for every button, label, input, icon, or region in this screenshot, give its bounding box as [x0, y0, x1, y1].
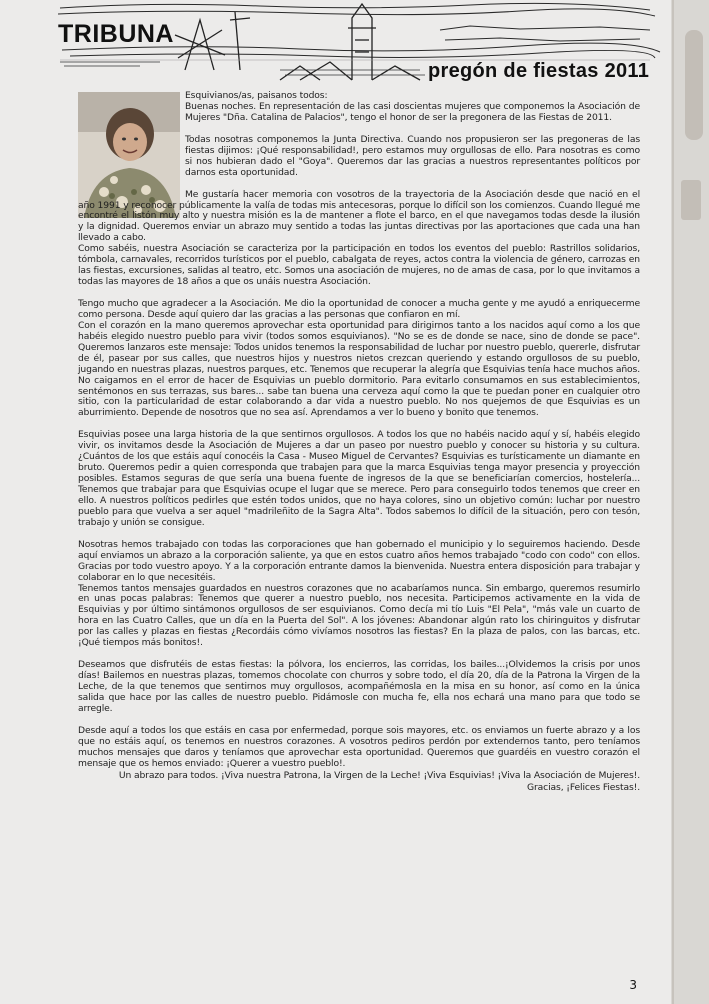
paragraph-corporaciones: Nosotras hemos trabajado con todas las corporaciones que han gobernado el municipio y lo seguiremos haciendo. Desde aquí enviamos un abrazo a la corporación saliente, ya que en estos cuatro años hemos trabajado "codo con codo" con ellos. Gracias por todo vuestro apoyo. Y a la corporación entrante damos la bienvenida. Nuestra entera disposición para trabajar y colaborar en lo que necesitéis.	[78, 538, 640, 583]
paragraph-mensajes: Tenemos tantos mensajes guardados en nuestros corazones que no acabaríamos nunca. Sin embargo, queremos resumirlo en unas pocas palabras: Tenemos que querer a nuestro pueblo, nos necesita. Participemos activamente en la vida de Esquivias y por último sintámonos orgullosos de ser esquivianos. Como decía mi tío Luis "El Pela", "más vale un cuarto de hora en las Cuatro Calles, que un día en la Puerta del Sol". A los jóvenes: Abandonar algún rato los chiringuitos y disfrutar por las calles y plazas en fiestas ¿Recordáis cómo vivíamos nosotros las fiestas? En la plaza de palos, con las barcas, etc. ¡Qué tiempos más bonitos!.	[78, 582, 640, 649]
paragraph-caracteriza: Como sabéis, nuestra Asociación se caracteriza por la participación en todos los eventos del pueblo: Rastrillos solidarios, tómbola, carnavales, recorridos turísticos por el pueblo, cabalgata de reyes, actos contra la violencia de género, carrozas en las fiestas, excursiones, salidas al teatro, etc. Somos una asociación de mujeres, no de amas de casa, por lo que invitamos a todas las mayores de 18 años a que os unáis nuestra Asociación.	[78, 243, 640, 288]
paragraph-historia: Esquivias posee una larga historia de la que sentirnos orgullosos. A todos los que no habéis nacido aquí y sí, habéis elegido vivir, os invitamos desde la Asociación de Mujeres a dar un paseo por nuestro pueblo y conocer su historia y su cultura. ¿Cuántos de los que estáis aquí conocéis la Casa - Museo Miguel de Cervantes? Esquivias es turísticamente un diamante en bruto. Queremos pedir a quien corresponda que trabajen para que la marca Esquivias tenga mayor presencia y proyección posibles. Estamos seguras de que sería una buena fuente de ingresos de la que se beneficiarían comercios, hostelería... Tenemos que trabajar para que Esquivias ocupe el lugar que se merece. Pero para conseguirlo todos tenemos que creer en ello. A nuestros políticos pedirles que estén todos unidos, que no haya colores, sino un objetivo común: luchar por nuestro pueblo para que vuelva a ser aquel "madrileñito de la Sagra Alta". Todos sabemos lo difícil de la situación, pero con tesón, trabajo y unión se consigue.	[78, 429, 640, 528]
paragraph-memoria: Me gustaría hacer memoria con vosotros de la trayectoria de la Asociación desde que nació en el año 1991 y reconocer públicamente la valía de todas mis antecesoras, porque lo difícil son los comienzos. Cuando llegué me encontré el listón muy alto y nuestra misión es la de mantener a flote el barco, en el que navegamos todas desde la ilusión y la dignidad. Queremos enviar un abrazo muy sentido a todas las juntas directivas por las aportaciones que cada una han llevado a cabo.	[78, 188, 640, 244]
section-title: TRIBUNA	[58, 20, 174, 48]
paragraph-corazon: Con el corazón en la mano queremos aprovechar esta oportunidad para dirigirnos tanto a los nacidos aquí como a los que habéis elegido nuestro pueblo para vivir (todos somos esquivianos). "No se es de donde se nace, sino de donde se pace". Queremos lanzaros este mensaje: Todos unidos tenemos la responsabilidad de luchar por nuestro pueblo, quererle, disfrutar de él, pasear por sus calles, que nuestros hijos y nuestros nietos crezcan queriendo y estando orgullosos de su pueblo, jugando en nuestras plazas, nuestros parques, etc. Tenemos que recuperar la alegría que Esquivias tenía hace muchos años. No caigamos en el error de hacer de Esquivias un pueblo dormitorio. Para evitarlo consumamos en sus establecimientos, sentémonos en sus terrazas, sus bares... sabe tan buena una cerveza aquí como la que te puedan poner en cualquier otro sitio, con la particularidad de estar colaborando a dar vida a nuestro pueblo. No nos quejemos de que Esquivias es un aburrimiento. Depende de nosotros que no sea así. Aprendamos a ver lo bueno y bonito que tenemos.	[78, 319, 640, 419]
closing-line-2: Gracias, ¡Felices Fiestas!.	[526, 781, 640, 793]
article-body	[78, 91, 640, 793]
paragraph-casa: Desde aquí a todos los que estáis en casa por enfermedad, porque sois mayores, etc. os enviamos un fuerte abrazo y a los que no estáis aquí, os tenemos en nuestros corazones. A vosotros pediros perdón por extendernos tanto, pero teníamos muchos mensajes que daros y teníamos que aprovechar esta oportunidad. Queremos que guardéis en vuestro corazón el mensaje que os hemos enviado: ¡Querer a vuestro pueblo!.	[78, 724, 640, 769]
closing-line-1: Un abrazo para todos. ¡Viva nuestra Patrona, la Virgen de la Leche! ¡Viva Esquivias! ¡Viva la Asociación de Mujeres!.	[118, 769, 640, 781]
page-number: 3	[629, 978, 637, 992]
event-year: 2011	[604, 60, 650, 82]
greeting: Esquivianos/as, paisanos todos:	[185, 90, 328, 101]
paragraph-agradecer: Tengo mucho que agradecer a la Asociación. Me dio la oportunidad de conocer a mucha gente y me ayudó a enriquecerme como persona. Desde aquí quiero dar las gracias a las personas que confiaron en mí.	[78, 298, 640, 320]
event-title	[428, 60, 649, 83]
paragraph-junta: Todas nosotras componemos la Junta Directiva. Cuando nos propusieron ser las pregoneras de las fiestas dijimos: ¡Qué responsabilidad!, pero estamos muy orgullosas de ello. Para nosotras es como si nos hubieran dado el "Goya". Queremos dar las gracias a nuestros representantes políticos por darnos esta oportunidad.	[185, 133, 640, 178]
next-page-bleed	[671, 0, 709, 1004]
paragraph-disfruteis: Deseamos que disfrutéis de estas fiestas: la pólvora, los encierros, las corridas, los bailes...¡Olvidemos la crisis por unos días! Bailemos en nuestras plazas, tomemos chocolate con churros y sobre todo, el día 20, día de la Patrona la Virgen de la Leche, de la que tenemos que sentirnos muy orgullosos, acompañémosla en la misa en su honor, así como en la única salida que hace por las calles de nuestro pueblo. Pidámosle con mucha fe, ella nos echará una mano para que todo se arregle.	[78, 659, 640, 714]
event-title-text: pregón de fiestas	[428, 60, 599, 82]
paragraph-intro: Buenas noches. En representación de las casi doscientas mujeres que componemos la Asociación de Mujeres "Dña. Catalina de Palacios", tengo el honor de ser la pregonera de las Fiestas de 2011.	[185, 100, 640, 123]
